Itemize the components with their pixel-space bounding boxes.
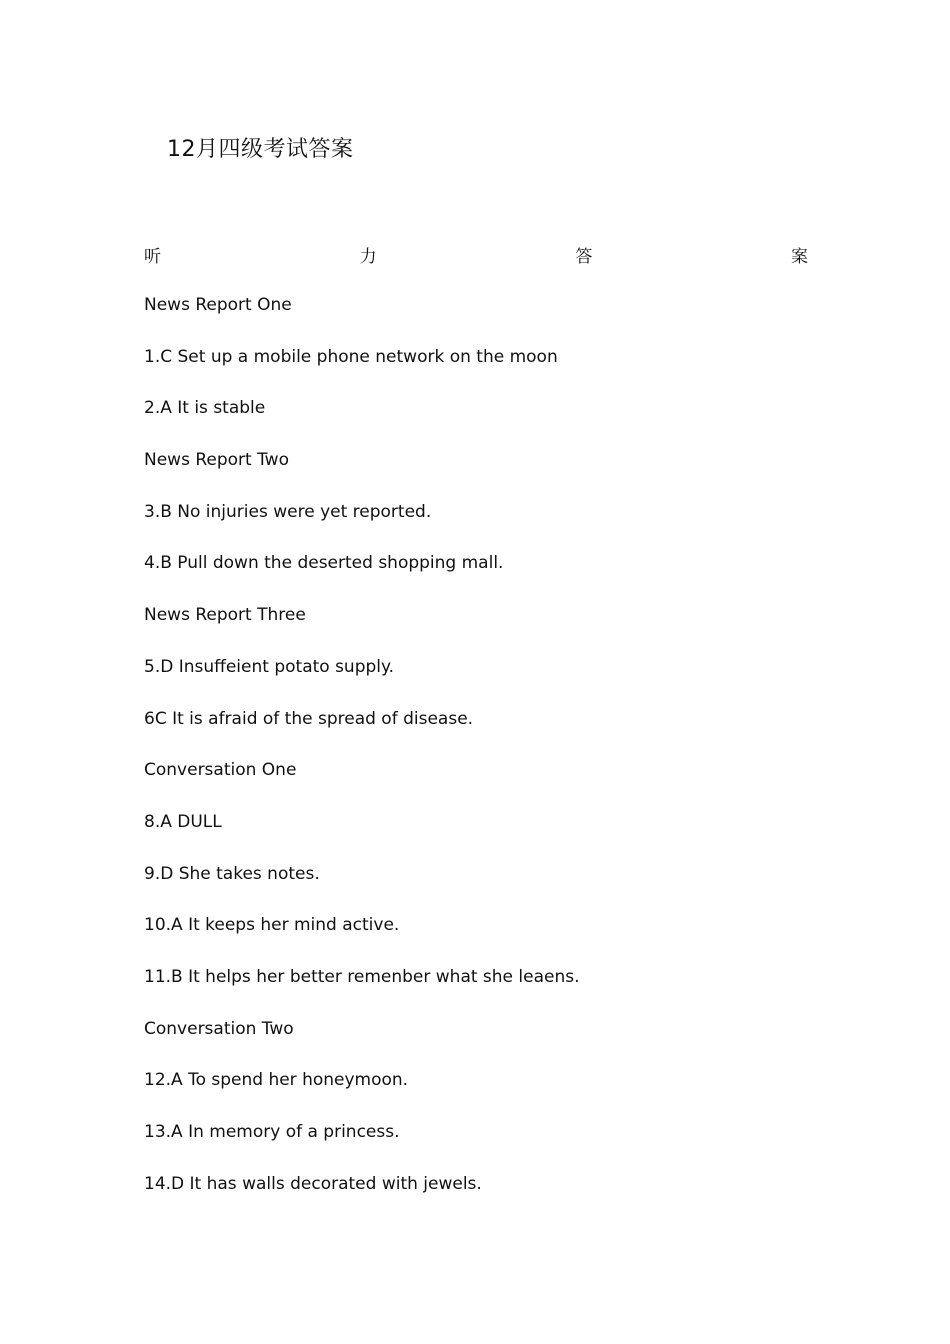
answer-line: 14.D It has walls decorated with jewels. — [144, 1173, 482, 1194]
answer-line: 2.A It is stable — [144, 398, 266, 419]
answer-line: 9.D She takes notes. — [144, 863, 320, 884]
answer-line: 12.A To spend her honeymoon. — [144, 1070, 409, 1091]
section-heading-char: 听 — [144, 246, 161, 267]
subsection-heading: Conversation Two — [144, 1018, 294, 1039]
answer-line: 10.A It keeps her mind active. — [144, 915, 400, 936]
subsection-heading: News Report Two — [144, 450, 289, 471]
answer-line: 5.D Insuffeient potato supply. — [144, 656, 395, 677]
section-heading-listening-answers — [144, 240, 808, 268]
answer-list — [144, 290, 844, 1220]
answer-line: 11.B It helps her better remenber what she leaens. — [144, 966, 580, 987]
answer-line: 8.A DULL — [144, 811, 222, 832]
subsection-heading: Conversation One — [144, 760, 297, 781]
section-heading-char: 案 — [790, 246, 808, 267]
answer-line: 13.A In memory of a princess. — [144, 1122, 400, 1142]
answer-line: 4.B Pull down the deserted shopping mall. — [144, 553, 504, 574]
section-heading-char: 力 — [359, 246, 377, 267]
subsection-heading: News Report One — [144, 295, 292, 315]
section-heading-char: 答 — [575, 246, 593, 267]
document-title: 12月四级考试答案 — [167, 137, 354, 162]
answer-line: 1.C Set up a mobile phone network on the moon — [144, 346, 558, 367]
answer-line: 3.B No injuries were yet reported. — [144, 501, 432, 522]
answer-line: 6C It is afraid of the spread of disease. — [144, 708, 474, 729]
subsection-heading: News Report Three — [144, 605, 306, 626]
